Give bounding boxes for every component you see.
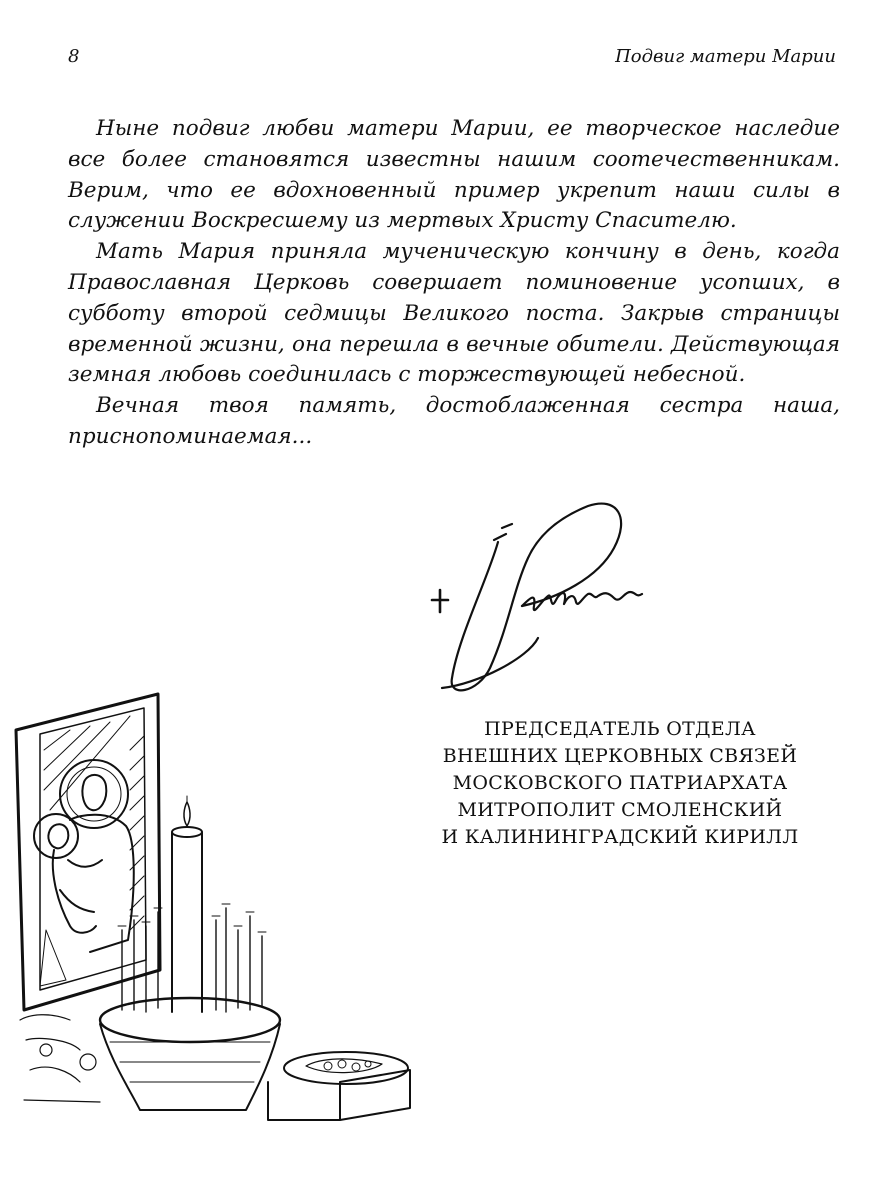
caption-line: ВНЕШНИХ ЦЕРКОВНЫХ СВЯЗЕЙ (442, 745, 798, 767)
signatory-caption (440, 716, 800, 851)
icon-board (16, 694, 160, 1010)
caption-line: ПРЕДСЕДАТЕЛЬ ОТДЕЛА (484, 718, 756, 740)
body-text (68, 114, 840, 453)
paragraph-1: Ныне подвиг любви матери Марии, ее творческое наследие все более становятся известны нашим соотечественникам. Верим, что ее вдохновенный пример укрепит наши силы в служении Воскресшему из мертвых Христу Спасителю. (68, 116, 840, 234)
paragraph-2: Мать Мария приняла мученическую кончину в день, когда Православная Церковь совершает поминовение усопших, в субботу второй седмицы Великого поста. Закрыв страницы временной жизни, она перешла в вечные обители. Действующая земная любовь соединилась с торжествующей небесной. (68, 239, 840, 388)
signature-underline-loop (442, 638, 538, 688)
offering-table (268, 1052, 410, 1120)
candle-stand (100, 998, 280, 1110)
page-number: 8 (68, 46, 80, 67)
caption-line: И КАЛИНИНГРАДСКИЙ КИРИЛЛ (441, 826, 799, 848)
caption-line: МОСКОВСКОГО ПАТРИАРХАТА (452, 772, 788, 794)
icon-and-candles-illustration (10, 690, 430, 1130)
running-title: Подвиг матери Марии (615, 46, 836, 67)
floor-texture (20, 1015, 100, 1102)
tall-candle (172, 796, 202, 1012)
handwritten-signature (418, 488, 668, 708)
signature-cross (432, 590, 448, 612)
signature-accent (494, 524, 512, 540)
caption-line: МИТРОПОЛИТ СМОЛЕНСКИЙ (457, 799, 783, 821)
paragraph-3: Вечная твоя память, достоблаженная сестра наша, приснопоминаемая... (68, 393, 840, 449)
